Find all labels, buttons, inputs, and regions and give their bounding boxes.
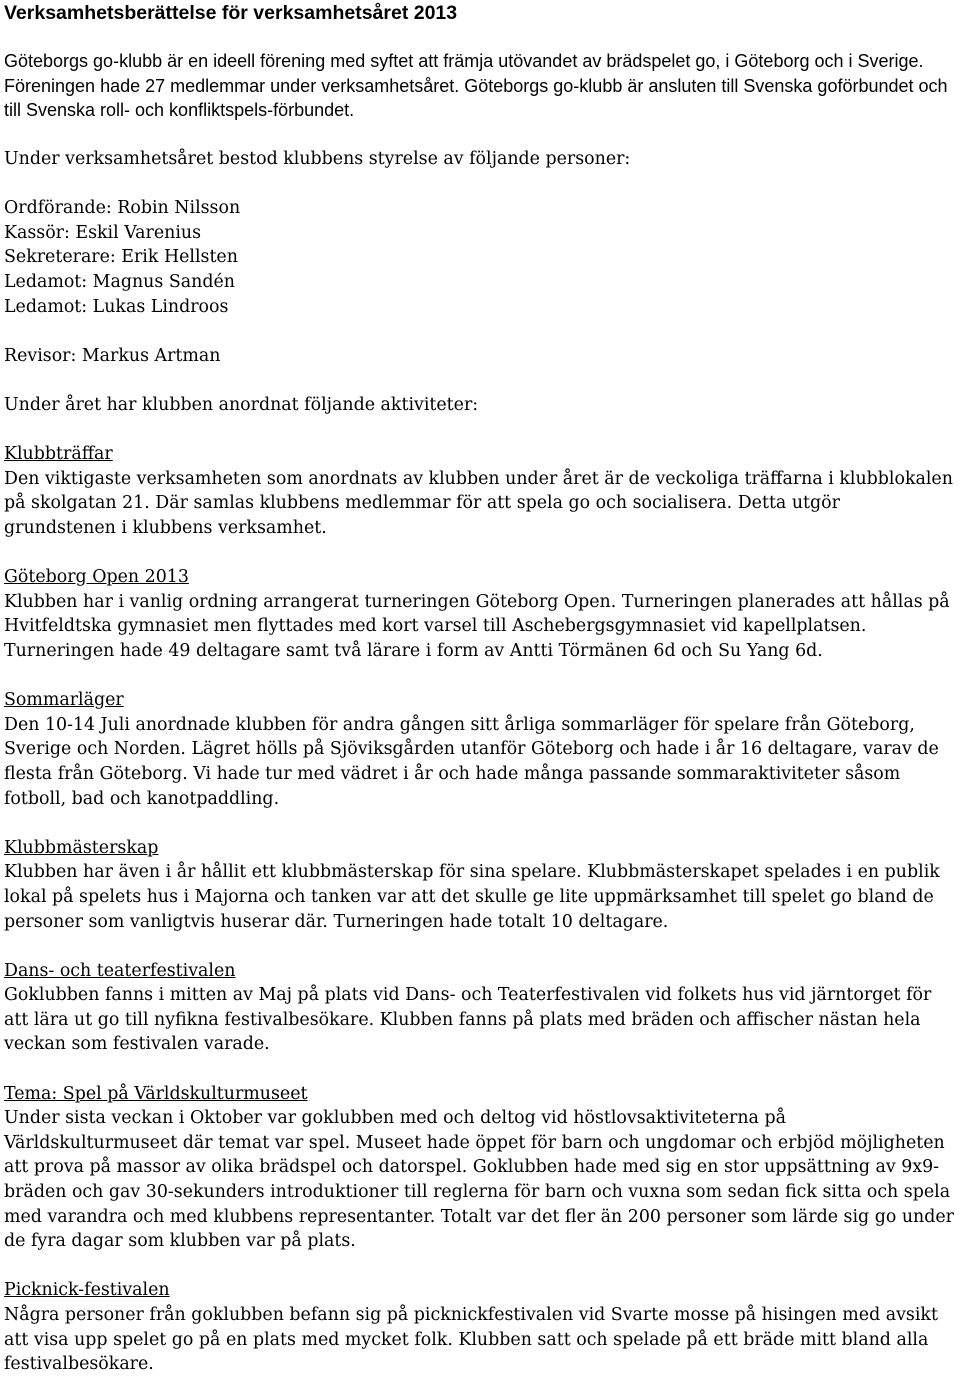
section-heading: Sommarläger [4, 690, 124, 711]
section-sommarlager [4, 688, 956, 811]
section-body: Några personer från goklubben befann sig på picknickfestivalen vid Svarte mosse på hisingen med avsikt att visa upp spelet go på en plats med mycket folk. Klubben satt och spelade på ett bräde mitt bland alla festivalbesökare. [4, 1305, 938, 1375]
section-heading: Göteborg Open 2013 [4, 567, 189, 588]
intro-paragraph: Göteborgs go-klubb är en ideell förening med syftet att främja utövandet av brädspelet go, i Göteborg och i Sverige. Föreningen hade 27 medlemmar under verksamhetsåret. Göteborgs go-klubb är ansluten till Svenska goförbundet och till Svenska roll- och konfliktspels-förbundet. [4, 51, 948, 120]
section-varldskulturmuseet [4, 1082, 956, 1254]
section-heading: Picknick-festivalen [4, 1280, 170, 1301]
board-member: Ordförande: Robin Nilsson [4, 198, 241, 219]
section-picknick-festivalen [4, 1278, 956, 1376]
activities-intro: Under året har klubben anordnat följande aktiviteter: [4, 395, 479, 416]
board-member: Ledamot: Lukas Lindroos [4, 296, 229, 317]
document-page [4, 0, 956, 1377]
section-dans-teaterfestivalen [4, 959, 956, 1057]
section-body: Den 10-14 Juli anordnade klubben för andra gången sitt årliga sommarläger för spelare från Göteborg, Sverige och Norden. Lägret hölls på Sjöviksgården utanför Göteborg och hade i år 16 deltagare, varav de flesta från Göteborg. Vi hade tur med vädret i år och hade många passande sommaraktiviteter såsom fotboll, bad och kanotpaddling. [4, 714, 939, 809]
section-body: Klubben har i vanlig ordning arrangerat turneringen Göteborg Open. Turneringen planerades att hållas på Hvitfeldtska gymnasiet men flyttades med kort varsel till Aschebergsgymnasiet vid kapellplatsen. Turneringen hade 49 deltagare samt två lärare i form av Antti Törmänen 6d och Su Yang 6d. [4, 591, 950, 661]
section-body: Klubben har även i år hållit ett klubbmästerskap för sina spelare. Klubbmästerskapet spelades i en publik lokal på spelets hus i Majorna och tanken var att det skulle ge lite uppmärksamhet till spelet go bland de personer som vanligtvis huserar där. Turneringen hade totalt 10 deltagare. [4, 862, 940, 932]
section-heading: Tema: Spel på Världskulturmuseet [4, 1083, 308, 1104]
board-list [4, 196, 956, 319]
board-member: Sekreterare: Erik Hellsten [4, 247, 238, 268]
section-heading: Dans- och teaterfestivalen [4, 960, 236, 981]
auditor: Revisor: Markus Artman [4, 345, 221, 366]
section-klubbmasterskap [4, 836, 956, 934]
board-member: Kassör: Eskil Varenius [4, 222, 202, 243]
section-heading: Klubbträffar [4, 444, 113, 465]
section-heading: Klubbmästerskap [4, 837, 159, 858]
section-klubbtraffar [4, 442, 956, 540]
section-goteborg-open [4, 565, 956, 663]
section-body: Goklubben fanns i mitten av Maj på plats vid Dans- och Teaterfestivalen vid folkets hus vid järntorget för att lära ut go till nyfikna festivalbesökare. Klubben fanns på plats med bräden och affischer nästan hela veckan som festivalen varade. [4, 985, 932, 1055]
section-body: Den viktigaste verksamheten som anordnats av klubben under året är de veckoliga träffarna i klubblokalen på skolgatan 21. Där samlas klubbens medlemmar för att spela go och socialisera. Detta utgör grundstenen i klubbens verksamhet. [4, 468, 953, 538]
board-intro: Under verksamhetsåret bestod klubbens styrelse av följande personer: [4, 149, 631, 170]
section-body: Under sista veckan i Oktober var goklubben med och deltog vid höstlovsaktiviteterna på Världskulturmuseet där temat var spel. Museet hade öppet för barn och ungdomar och erbjöd möjligheten att prova på massor av olika brädspel och datorspel. Goklubben hade med sig en stor uppsättning av 9x9-bräden och gav 30-sekunders introduktioner till reglerna för barn och vuxna som sedan fick sitta och spela med varandra och med klubbens representanter. Totalt var det fler än 200 personer som lärde sig go under de fyra dagar som klubben var på plats. [4, 1108, 954, 1252]
document-title: Verksamhetsberättelse för verksamhetsåret 2013 [4, 2, 458, 24]
board-member: Ledamot: Magnus Sandén [4, 272, 235, 293]
